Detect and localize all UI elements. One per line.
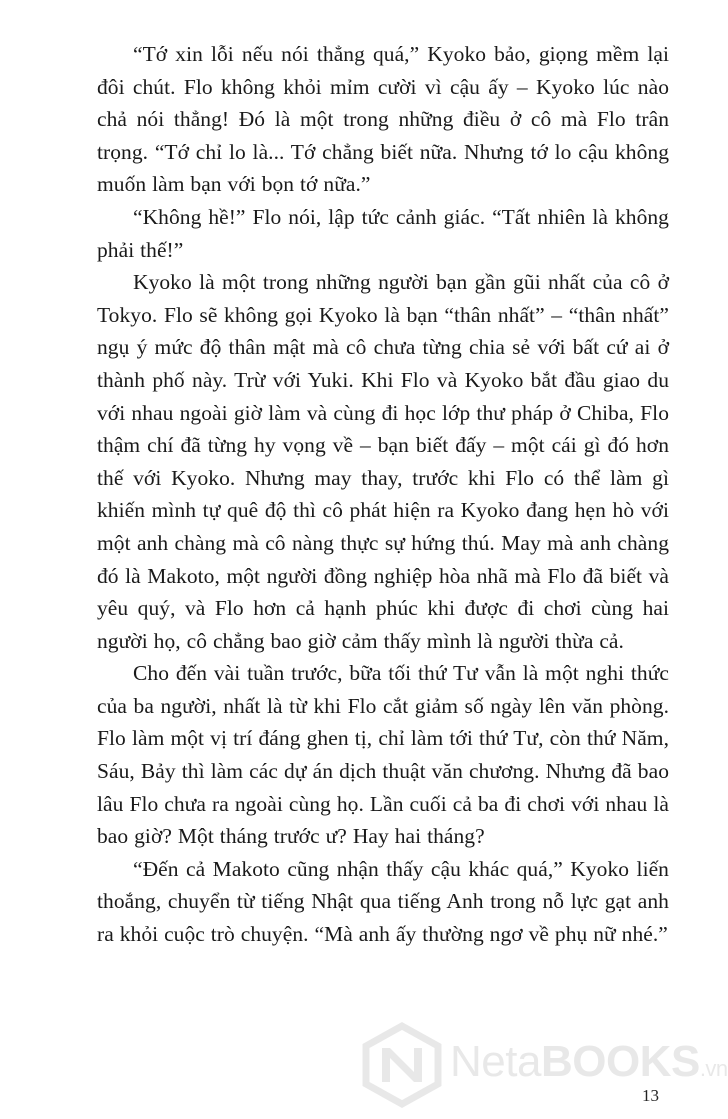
netabooks-logo-icon — [360, 1022, 444, 1106]
watermark-brand-text — [450, 1034, 728, 1097]
paragraph-1: “Tớ xin lỗi nếu nói thẳng quá,” Kyoko bảo, giọng mềm lại đôi chút. Flo không khỏi mỉm cười vì cậu ấy – Kyoko lúc nào chả nói thẳng! Đó là một trong những điều ở cô mà Flo trân trọng. “Tớ chỉ lo là... Tớ chẳng biết nữa. Nhưng tớ lo cậu không muốn làm bạn với bọn tớ nữa.” — [97, 42, 669, 197]
watermark-brand-light: Neta — [450, 1037, 541, 1086]
watermark-brand-bold: BOOKS — [540, 1037, 700, 1086]
paragraph-2: “Không hề!” Flo nói, lập tức cảnh giác. “Tất nhiên là không phải thế!” — [97, 204, 669, 262]
watermark-brand-suffix: .vn — [699, 1056, 728, 1081]
paragraph-5: “Đến cả Makoto cũng nhận thấy cậu khác quá,” Kyoko liến thoắng, chuyển từ tiếng Nhật qua tiếng Anh trong nỗ lực gạt anh ra khỏi cuộc trò chuyện. “Mà anh ấy thường ngơ về phụ nữ nhé.” — [97, 856, 669, 947]
paragraph-4: Cho đến vài tuần trước, bữa tối thứ Tư vẫn là một nghi thức của ba người, nhất là từ khi Flo cắt giảm số ngày lên văn phòng. Flo làm một vị trí đáng ghen tị, chỉ làm tới thứ Tư, còn thứ Năm, Sáu, Bảy thì làm các dự án dịch thuật văn chương. Nhưng đã bao lâu Flo chưa ra ngoài cùng họ. Lần cuối cả ba đi chơi với nhau là bao giờ? Một tháng trước ư? Hay hai tháng? — [97, 661, 669, 849]
paragraph-3: Kyoko là một trong những người bạn gần gũi nhất của cô ở Tokyo. Flo sẽ không gọi Kyoko là bạn “thân nhất” – “thân nhất” ngụ ý mức độ thân mật mà cô chưa từng chia sẻ với bất cứ ai ở thành phố này. Trừ với Yuki. Khi Flo và Kyoko bắt đầu giao du với nhau ngoài giờ làm và cùng đi học lớp thư pháp ở Chiba, Flo thậm chí đã từng hy vọng về – bạn biết đấy – một cái gì đó hơn thế với Kyoko. Nhưng may thay, trước khi Flo có thể làm gì khiến mình tự quê độ thì cô phát hiện ra Kyoko đang hẹn hò với một anh chàng mà cô nàng thực sự hứng thú. May mà anh chàng đó là Makoto, một người đồng nghiệp hòa nhã mà Flo đã biết và yêu quý, và Flo hơn cả hạnh phúc khi được đi chơi cùng hai người họ, cô chẳng bao giờ cảm thấy mình là người thừa cả. — [97, 270, 669, 653]
netabooks-watermark — [360, 1018, 728, 1110]
book-page-text — [97, 38, 669, 951]
page-number: 13 — [642, 1086, 659, 1105]
